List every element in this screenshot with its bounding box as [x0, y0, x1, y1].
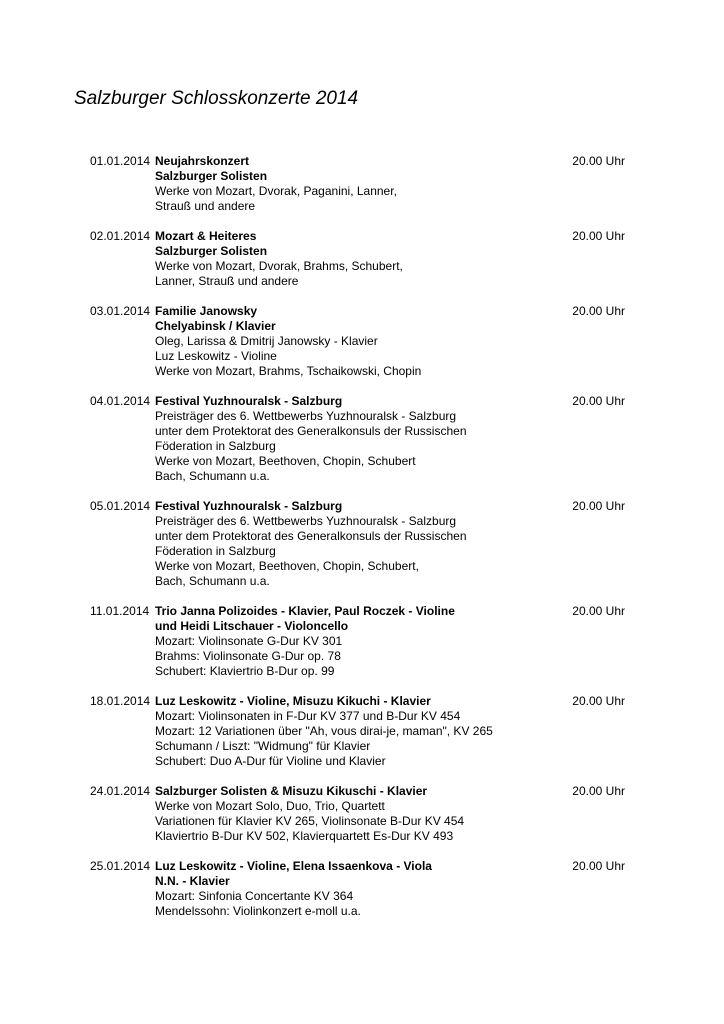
event-entry	[0, 604, 724, 694]
event-date: 24.01.2014	[90, 784, 151, 798]
event-date: 04.01.2014	[90, 394, 151, 408]
event-entry	[0, 499, 724, 604]
event-time: 20.00 Uhr	[572, 304, 625, 318]
event-entry	[0, 784, 724, 859]
event-description-line: Werke von Mozart, Brahms, Tschaikowski, Chopin	[155, 364, 422, 378]
event-description-line: Preisträger des 6. Wettbewerbs Yuzhnouralsk - Salzburg	[155, 514, 457, 528]
event-date: 18.01.2014	[90, 694, 151, 708]
event-time: 20.00 Uhr	[572, 604, 625, 618]
event-heading-line: Luz Leskowitz - Violine, Misuzu Kikuchi - Klavier	[155, 694, 431, 708]
event-description-line: Variationen für Klavier KV 265, Violinsonate B-Dur KV 454	[155, 814, 465, 828]
event-entry	[0, 304, 724, 394]
event-description-line: Oleg, Larissa & Dmitrij Janowsky - Klavier	[155, 334, 378, 348]
event-description-line: Strauß und andere	[155, 199, 256, 213]
event-details	[155, 604, 555, 679]
event-heading-line: und Heidi Litschauer - Violoncello	[155, 619, 349, 633]
event-heading-line: Salzburger Solisten & Misuzu Kikuschi - Klavier	[155, 784, 428, 798]
event-details	[155, 694, 555, 769]
event-heading-line: Festival Yuzhnouralsk - Salzburg	[155, 394, 343, 408]
event-details	[155, 304, 555, 379]
event-heading-line: Salzburger Solisten	[155, 244, 268, 258]
event-heading-line: Mozart & Heiteres	[155, 229, 257, 243]
event-description-line: Mozart: Violinsonate G-Dur KV 301	[155, 634, 343, 648]
event-date: 03.01.2014	[90, 304, 151, 318]
event-heading-line: Chelyabinsk / Klavier	[155, 319, 276, 333]
event-description-line: Föderation in Salzburg	[155, 439, 276, 453]
event-description-line: Föderation in Salzburg	[155, 544, 276, 558]
event-details	[155, 859, 555, 919]
event-time: 20.00 Uhr	[572, 154, 625, 168]
event-description-line: Schubert: Duo A-Dur für Violine und Klavier	[155, 754, 386, 768]
event-heading-line: Neujahrskonzert	[155, 154, 250, 168]
event-description-line: Werke von Mozart, Beethoven, Chopin, Schubert,	[155, 559, 419, 573]
event-heading-line: Familie Janowsky	[155, 304, 258, 318]
event-date: 25.01.2014	[90, 859, 151, 873]
event-description-line: Bach, Schumann u.a.	[155, 574, 270, 588]
event-entry	[0, 859, 724, 934]
event-description-line: Werke von Mozart, Dvorak, Brahms, Schubert,	[155, 259, 403, 273]
event-details	[155, 784, 555, 844]
event-details	[155, 499, 555, 589]
page-title: Salzburger Schlosskonzerte 2014	[74, 88, 359, 109]
event-details	[155, 394, 555, 484]
event-list	[0, 154, 724, 934]
event-date: 02.01.2014	[90, 229, 151, 243]
event-entry	[0, 154, 724, 229]
event-description-line: Luz Leskowitz - Violine	[155, 349, 277, 363]
event-entry	[0, 229, 724, 304]
event-description-line: Mozart: Sinfonia Concertante KV 364	[155, 889, 354, 903]
event-description-line: Mozart: 12 Variationen über "Ah, vous dirai-je, maman", KV 265	[155, 724, 493, 738]
event-description-line: Bach, Schumann u.a.	[155, 469, 270, 483]
event-time: 20.00 Uhr	[572, 859, 625, 873]
event-description-line: Mozart: Violinsonaten in F-Dur KV 377 und B-Dur KV 454	[155, 709, 461, 723]
event-description-line: Schumann / Liszt: "Widmung" für Klavier	[155, 739, 371, 753]
event-description-line: Werke von Mozart, Dvorak, Paganini, Lanner,	[155, 184, 397, 198]
event-heading-line: Festival Yuzhnouralsk - Salzburg	[155, 499, 343, 513]
event-time: 20.00 Uhr	[572, 694, 625, 708]
event-time: 20.00 Uhr	[572, 499, 625, 513]
event-description-line: Lanner, Strauß und andere	[155, 274, 299, 288]
event-details	[155, 154, 555, 214]
event-heading-line: Salzburger Solisten	[155, 169, 268, 183]
event-date: 05.01.2014	[90, 499, 151, 513]
event-description-line: Mendelssohn: Violinkonzert e-moll u.a.	[155, 904, 361, 918]
event-description-line: Preisträger des 6. Wettbewerbs Yuzhnouralsk - Salzburg	[155, 409, 457, 423]
event-heading-line: N.N. - Klavier	[155, 874, 230, 888]
event-details	[155, 229, 555, 289]
event-heading-line: Trio Janna Polizoides - Klavier, Paul Roczek - Violine	[155, 604, 455, 618]
event-time: 20.00 Uhr	[572, 394, 625, 408]
event-entry	[0, 694, 724, 784]
event-entry	[0, 394, 724, 499]
event-heading-line: Luz Leskowitz - Violine, Elena Issaenkova - Viola	[155, 859, 432, 873]
event-description-line: unter dem Protektorat des Generalkonsuls der Russischen	[155, 424, 467, 438]
event-description-line: Brahms: Violinsonate G-Dur op. 78	[155, 649, 341, 663]
event-description-line: Klaviertrio B-Dur KV 502, Klavierquartett Es-Dur KV 493	[155, 829, 454, 843]
event-description-line: unter dem Protektorat des Generalkonsuls der Russischen	[155, 529, 467, 543]
event-date: 11.01.2014	[90, 604, 150, 618]
event-date: 01.01.2014	[90, 154, 151, 168]
event-description-line: Werke von Mozart, Beethoven, Chopin, Schubert	[155, 454, 416, 468]
event-time: 20.00 Uhr	[572, 229, 625, 243]
event-description-line: Schubert: Klaviertrio B-Dur op. 99	[155, 664, 335, 678]
event-time: 20.00 Uhr	[572, 784, 625, 798]
event-description-line: Werke von Mozart Solo, Duo, Trio, Quartett	[155, 799, 385, 813]
